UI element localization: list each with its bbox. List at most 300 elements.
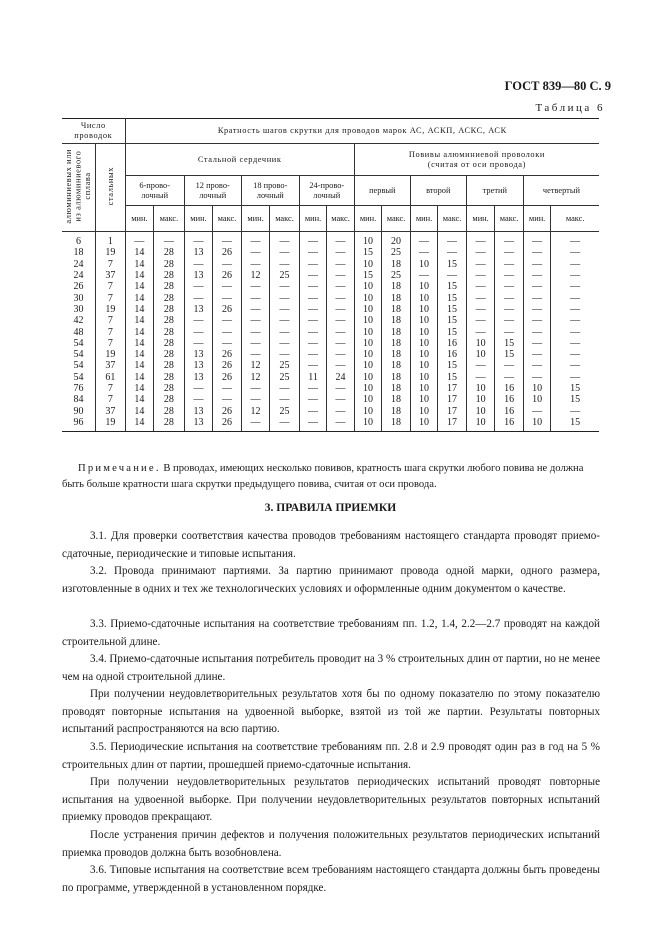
paragraph-3-2: 3.2. Провода принимают партиями. За партию принимают провода одной марки, одного размера, изготовленные в одних и тех же технологических условиях и оформленные одним документом о качестве. [62, 565, 600, 595]
table-cell: — [551, 304, 599, 315]
table-cell: 10 [410, 360, 438, 371]
table-cell: 10 [410, 292, 438, 303]
table-cell: 37 [96, 405, 126, 416]
table-cell: — [410, 270, 438, 281]
table-cell: — [270, 417, 300, 432]
table-cell: 26 [213, 304, 242, 315]
table-cell: — [184, 281, 213, 292]
table-cell: 12 [241, 372, 270, 383]
paragraph-3-5-retest: При получении неудовлетворительных результатов периодических испытаний проводят повторные испытания на удвоенной выборке. При получении неудовлетворительных результатов повторных испытаний приемку проводов прекращают. [62, 776, 600, 823]
table-cell: 16 [495, 394, 524, 405]
table-cell: 10 [354, 292, 382, 303]
table-cell: 12 [241, 405, 270, 416]
table-cell: 15 [354, 247, 382, 258]
table-cell: — [327, 405, 355, 416]
table-cell: — [213, 383, 242, 394]
twist-ratio-table [62, 118, 599, 432]
table-cell: — [438, 247, 467, 258]
table-cell: 30 [62, 292, 96, 303]
table-cell: — [495, 232, 524, 248]
table-cell: 13 [184, 304, 213, 315]
table-cell: 18 [382, 259, 411, 270]
table-cell: 54 [62, 338, 96, 349]
table-row [62, 315, 599, 326]
max-header: макс. [495, 206, 524, 232]
max-header: макс. [213, 206, 242, 232]
table-cell: 17 [438, 417, 467, 432]
table-cell: — [523, 259, 551, 270]
table-cell: 19 [96, 417, 126, 432]
table-cell: — [299, 315, 327, 326]
table-cell: 25 [382, 247, 411, 258]
table-cell: 10 [410, 417, 438, 432]
table-row [62, 360, 599, 371]
table-cell: 15 [551, 417, 599, 432]
table-row [62, 372, 599, 383]
table-cell: 24 [327, 372, 355, 383]
table-cell: — [551, 338, 599, 349]
table-cell: — [551, 270, 599, 281]
table-cell: — [241, 315, 270, 326]
table-cell: — [270, 232, 300, 248]
table-cell: 17 [438, 394, 467, 405]
core-group-12: 12 прово- лочный [184, 176, 241, 206]
aluminium-layers-header: Повивы алюминиевой проволоки (считая от оси провода) [354, 144, 599, 176]
max-header: макс. [154, 206, 185, 232]
max-header: макс. [382, 206, 411, 232]
table-cell: 18 [382, 304, 411, 315]
table-cell: 17 [438, 383, 467, 394]
table-row [62, 281, 599, 292]
table-cell: 28 [154, 405, 185, 416]
table-cell: 18 [382, 338, 411, 349]
table-cell: 15 [354, 270, 382, 281]
table-cell: — [184, 292, 213, 303]
table-cell: — [327, 349, 355, 360]
table-row [62, 417, 599, 432]
table-cell: — [523, 270, 551, 281]
table-cell: 48 [62, 326, 96, 337]
table-cell: 26 [213, 372, 242, 383]
table-cell: 26 [213, 247, 242, 258]
table-cell: 10 [466, 417, 495, 432]
table-cell: — [270, 326, 300, 337]
table-cell: 10 [354, 232, 382, 248]
table-cell: — [270, 349, 300, 360]
paragraph-3-5-resume: После устранения причин дефектов и получения положительных результатов периодических испытаний приемка проводов должна быть возобновлена. [62, 829, 600, 859]
table-number: Таблица 6 [535, 102, 605, 114]
table-cell: 10 [523, 383, 551, 394]
table-cell: — [299, 405, 327, 416]
table-cell: 15 [495, 338, 524, 349]
table-cell: — [327, 259, 355, 270]
table-cell: 18 [382, 326, 411, 337]
table-cell: 76 [62, 383, 96, 394]
min-header: мин. [184, 206, 213, 232]
table-cell: — [523, 338, 551, 349]
table-cell: — [551, 292, 599, 303]
table-row [62, 394, 599, 405]
table-cell: — [241, 259, 270, 270]
table-cell: — [495, 259, 524, 270]
table-cell: 13 [184, 360, 213, 371]
table-cell: — [241, 417, 270, 432]
table-cell: — [327, 270, 355, 281]
table-cell: 10 [354, 383, 382, 394]
table-cell: 18 [382, 372, 411, 383]
table-cell: — [523, 372, 551, 383]
table-cell: 28 [154, 281, 185, 292]
min-header: мин. [354, 206, 382, 232]
paragraph-3-4-retest: При получении неудовлетворительных результатов хотя бы по одному показателю по этому показателю проводят повторные испытания на удвоенной выборке, взятой из той же партии. Результаты повторных испытаний распространяются на всю партию. [62, 688, 600, 735]
table-cell: 84 [62, 394, 96, 405]
max-header: макс. [551, 206, 599, 232]
table-cell: 18 [382, 315, 411, 326]
table-cell: 1 [96, 232, 126, 248]
table-cell: — [327, 383, 355, 394]
table-cell: — [241, 281, 270, 292]
table-cell: 10 [466, 383, 495, 394]
table-cell: — [327, 281, 355, 292]
layer-group-fourth: четвертый [523, 176, 599, 206]
table-cell: 24 [62, 259, 96, 270]
max-header: макс. [438, 206, 467, 232]
table-cell: 7 [96, 315, 126, 326]
table-cell: 13 [184, 247, 213, 258]
table-cell: 14 [125, 405, 154, 416]
table-cell: 15 [438, 259, 467, 270]
table-cell: 25 [382, 270, 411, 281]
table-row [62, 405, 599, 416]
table-cell: 10 [466, 349, 495, 360]
table-cell: 14 [125, 315, 154, 326]
table-cell: — [299, 292, 327, 303]
table-row [62, 383, 599, 394]
table-cell: — [551, 360, 599, 371]
table-cell: — [184, 259, 213, 270]
table-cell: — [523, 360, 551, 371]
table-cell: 15 [438, 292, 467, 303]
table-cell: 28 [154, 360, 185, 371]
table-cell: — [495, 292, 524, 303]
table-cell: — [327, 338, 355, 349]
table-cell: 10 [410, 259, 438, 270]
paragraph-3-5: 3.5. Периодические испытания на соответствие требованиям пп. 2.8 и 2.9 проводят один раз в год на 5 % строительных длин от партии, прошедшей приемо-сдаточные испытания. [62, 741, 600, 771]
table-cell: 54 [62, 360, 96, 371]
table-cell: — [410, 247, 438, 258]
table-cell: 10 [466, 405, 495, 416]
table-cell: 15 [495, 349, 524, 360]
note-text: В проводах, имеющих несколько повивов, кратность шага скрутки любого повива не должна быть больше кратности шага скрутки предыдущего повива, считая от оси провода. [62, 463, 584, 490]
table-cell: 16 [495, 417, 524, 432]
table-cell: — [270, 259, 300, 270]
aluminium-wires-header: алюминиевых или из алюминиевого сплава [62, 144, 96, 232]
table-cell: — [270, 292, 300, 303]
min-header: мин. [299, 206, 327, 232]
paragraph-3-6: 3.6. Типовые испытания на соответствие всем требованиям настоящего стандарта должны быть проведены по программе, утвержденной в установленном порядке. [62, 864, 600, 894]
table-row [62, 338, 599, 349]
table-cell: 16 [438, 338, 467, 349]
table-cell: 25 [270, 372, 300, 383]
table-cell: — [125, 232, 154, 248]
table-cell: 28 [154, 247, 185, 258]
table-cell: 25 [270, 405, 300, 416]
table-cell: 10 [523, 394, 551, 405]
table-cell: — [523, 281, 551, 292]
layer-group-third: третий [466, 176, 523, 206]
table-row [62, 259, 599, 270]
table-cell: 7 [96, 259, 126, 270]
table-cell: — [241, 349, 270, 360]
table-cell: — [551, 259, 599, 270]
table-cell: 6 [62, 232, 96, 248]
table-cell: 54 [62, 349, 96, 360]
table-cell: 7 [96, 281, 126, 292]
table-cell: 14 [125, 394, 154, 405]
table-cell: 28 [154, 417, 185, 432]
table-cell: — [466, 292, 495, 303]
table-cell: 18 [382, 383, 411, 394]
table-cell: — [523, 232, 551, 248]
table-cell: — [184, 338, 213, 349]
table-cell: — [270, 394, 300, 405]
table-cell: — [270, 315, 300, 326]
table-cell: 28 [154, 315, 185, 326]
note-label: Примечание. [78, 463, 161, 474]
table-cell: — [551, 232, 599, 248]
table-cell: — [184, 315, 213, 326]
table-cell: — [299, 326, 327, 337]
table-cell: 15 [551, 383, 599, 394]
table-cell: 10 [410, 394, 438, 405]
table-cell: 10 [354, 338, 382, 349]
table-cell: 14 [125, 259, 154, 270]
table-cell: 26 [213, 270, 242, 281]
table-cell: 28 [154, 326, 185, 337]
table-cell: — [241, 383, 270, 394]
table-cell: — [327, 232, 355, 248]
table-row [62, 270, 599, 281]
table-cell: 14 [125, 247, 154, 258]
table-cell: — [299, 360, 327, 371]
table-cell: — [327, 304, 355, 315]
table-cell: 26 [213, 349, 242, 360]
layer-group-first: первый [354, 176, 410, 206]
table-cell: — [213, 259, 242, 270]
table-cell: — [410, 232, 438, 248]
table-cell: — [299, 270, 327, 281]
table-cell: 11 [299, 372, 327, 383]
table-cell: 14 [125, 349, 154, 360]
table-row [62, 232, 599, 248]
table-cell: — [213, 292, 242, 303]
table-cell: 15 [438, 372, 467, 383]
table-cell: 10 [466, 394, 495, 405]
table-cell: — [327, 326, 355, 337]
table-cell: 26 [213, 405, 242, 416]
table-cell: 10 [354, 315, 382, 326]
table-cell: 13 [184, 417, 213, 432]
table-cell: — [523, 349, 551, 360]
table-cell: 10 [410, 349, 438, 360]
table-cell: — [466, 304, 495, 315]
paragraph-3-3: 3.3. Приемо-сдаточные испытания на соответствие требованиям пп. 1.2, 1.4, 2.2—2.7 проводят на каждой строительной длине. [62, 618, 600, 648]
table-cell: — [466, 372, 495, 383]
table-cell: — [495, 270, 524, 281]
table-cell: 7 [96, 394, 126, 405]
table-cell: 28 [154, 292, 185, 303]
table-cell: — [495, 304, 524, 315]
table-cell: 30 [62, 304, 96, 315]
table-cell: 90 [62, 405, 96, 416]
table-cell: 26 [213, 360, 242, 371]
table-cell: — [184, 383, 213, 394]
document-reference: ГОСТ 839—80 С. 9 [504, 79, 611, 93]
table-cell: — [327, 417, 355, 432]
section-title: 3. ПРАВИЛА ПРИЕМКИ [264, 502, 397, 514]
table-cell: 14 [125, 360, 154, 371]
table-cell: 10 [466, 338, 495, 349]
table-cell: 28 [154, 338, 185, 349]
table-cell: 28 [154, 270, 185, 281]
table-cell: — [327, 360, 355, 371]
table-row [62, 304, 599, 315]
table-cell: 10 [410, 281, 438, 292]
table-cell: 19 [96, 247, 126, 258]
table-cell: 42 [62, 315, 96, 326]
table-cell: 19 [96, 349, 126, 360]
table-cell: 14 [125, 372, 154, 383]
core-group-24: 24-прово- лочный [299, 176, 354, 206]
table-cell: 18 [382, 292, 411, 303]
steel-wires-header: стальных [96, 144, 126, 232]
table-cell: 14 [125, 292, 154, 303]
table-cell: 10 [410, 326, 438, 337]
table-cell: 10 [354, 326, 382, 337]
table-cell: 10 [354, 281, 382, 292]
table-cell: — [523, 304, 551, 315]
table-cell: 28 [154, 349, 185, 360]
table-cell: — [523, 405, 551, 416]
table-row [62, 349, 599, 360]
table-cell: — [154, 232, 185, 248]
table-cell: — [551, 405, 599, 416]
table-cell: — [299, 349, 327, 360]
layer-group-second: второй [410, 176, 466, 206]
min-header: мин. [523, 206, 551, 232]
table-cell: 28 [154, 259, 185, 270]
table-cell: — [184, 232, 213, 248]
table-cell: 28 [154, 383, 185, 394]
table-cell: 14 [125, 270, 154, 281]
table-cell: — [466, 360, 495, 371]
table-cell: — [438, 270, 467, 281]
table-cell: — [213, 232, 242, 248]
table-cell: — [241, 247, 270, 258]
min-header: мин. [410, 206, 438, 232]
table-cell: 10 [354, 349, 382, 360]
table-row [62, 326, 599, 337]
wire-count-header: Число проводок [62, 119, 125, 144]
table-cell: — [495, 360, 524, 371]
table-cell: 10 [410, 304, 438, 315]
table-cell: — [466, 315, 495, 326]
table-cell: 15 [551, 394, 599, 405]
table-cell: 15 [438, 304, 467, 315]
table-cell: 10 [354, 417, 382, 432]
table-cell: 12 [241, 270, 270, 281]
table-cell: 20 [382, 232, 411, 248]
table-cell: — [299, 338, 327, 349]
table-cell: — [327, 394, 355, 405]
table-cell: 37 [96, 270, 126, 281]
table-cell: — [466, 270, 495, 281]
core-group-6: 6-прово- лочный [125, 176, 184, 206]
table-cell: 18 [382, 349, 411, 360]
table-cell: — [213, 338, 242, 349]
table-cell: 18 [382, 360, 411, 371]
table-cell: — [299, 383, 327, 394]
table-cell: 10 [523, 417, 551, 432]
table-cell: — [551, 247, 599, 258]
table-cell: 16 [495, 383, 524, 394]
table-cell: — [241, 292, 270, 303]
table-cell: — [299, 247, 327, 258]
table-cell: 10 [354, 360, 382, 371]
table-cell: — [270, 383, 300, 394]
table-cell: — [551, 281, 599, 292]
table-cell: 18 [382, 394, 411, 405]
table-cell: — [495, 326, 524, 337]
table-cell: 17 [438, 405, 467, 416]
table-cell: 18 [382, 405, 411, 416]
table-cell: — [270, 281, 300, 292]
table-cell: — [299, 304, 327, 315]
table-row [62, 247, 599, 258]
steel-core-header: Стальной сердечник [125, 144, 354, 176]
table-cell: 54 [62, 372, 96, 383]
table-cell: 10 [354, 394, 382, 405]
table-cell: 15 [438, 326, 467, 337]
table-cell: 10 [410, 405, 438, 416]
table-cell: 10 [410, 372, 438, 383]
table-cell: 13 [184, 270, 213, 281]
table-cell: — [299, 259, 327, 270]
twist-ratio-header: Кратность шагов скрутки для проводов марок АС, АСКП, АСКС, АСК [125, 119, 599, 144]
min-header: мин. [241, 206, 270, 232]
max-header: макс. [270, 206, 300, 232]
table-cell: 10 [410, 315, 438, 326]
table-cell: 13 [184, 405, 213, 416]
table-cell: 14 [125, 383, 154, 394]
table-cell: 26 [213, 417, 242, 432]
table-cell: 7 [96, 338, 126, 349]
table-cell: 15 [438, 360, 467, 371]
max-header: макс. [327, 206, 355, 232]
table-cell: — [495, 247, 524, 258]
table-note [62, 461, 600, 493]
table-cell: 19 [96, 304, 126, 315]
table-cell: — [270, 338, 300, 349]
table-cell: — [327, 247, 355, 258]
table-cell: — [523, 247, 551, 258]
table-cell: — [551, 326, 599, 337]
table-cell: — [466, 326, 495, 337]
table-cell: — [551, 315, 599, 326]
table-cell: — [184, 326, 213, 337]
table-cell: — [466, 281, 495, 292]
table-cell: 7 [96, 383, 126, 394]
